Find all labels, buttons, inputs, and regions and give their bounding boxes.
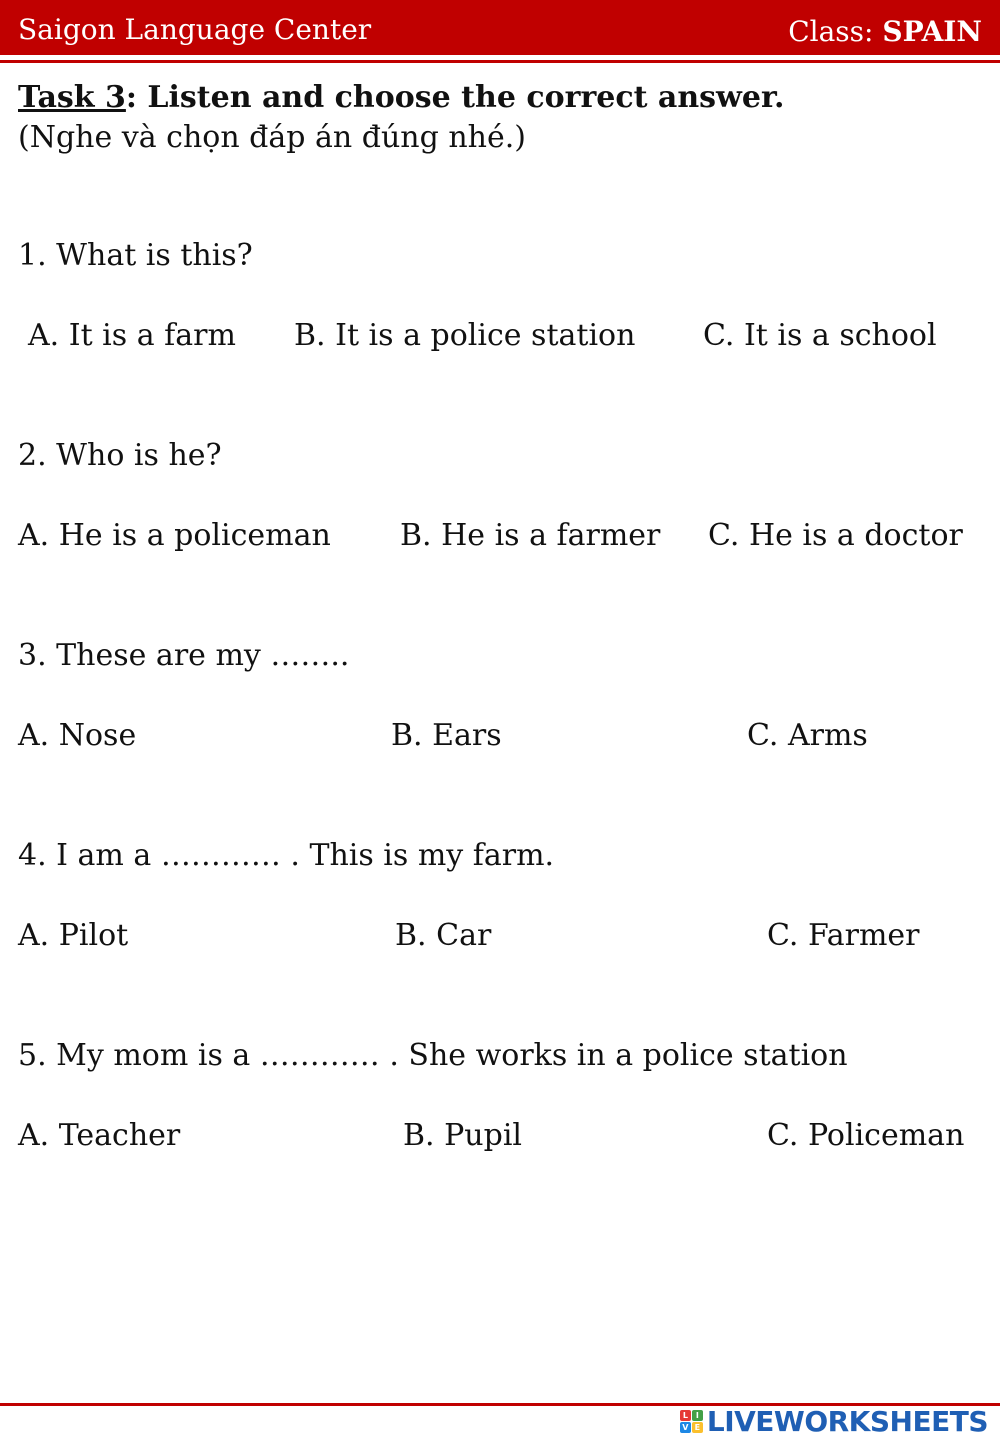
class-info — [788, 15, 982, 48]
logo-mark-letter: I — [692, 1410, 703, 1421]
logo-mark-icon — [680, 1410, 703, 1433]
question-3: 3. These are my …….. — [18, 638, 350, 673]
q2-option-c[interactable]: C. He is a doctor — [708, 518, 963, 553]
q3-option-a[interactable]: A. Nose — [18, 718, 137, 753]
task-instruction: : Listen and choose the correct answer. — [125, 80, 785, 115]
logo-mark-letter: L — [680, 1410, 691, 1421]
task-label: Task 3 — [18, 80, 126, 115]
task-subtitle: (Nghe và chọn đáp án đúng nhé.) — [18, 120, 526, 155]
q2-option-b[interactable]: B. He is a farmer — [400, 518, 661, 553]
q2-option-a[interactable]: A. He is a policeman — [18, 518, 331, 553]
q1-option-b[interactable]: B. It is a police station — [294, 318, 636, 353]
q4-option-b[interactable]: B. Car — [395, 918, 492, 953]
question-1: 1. What is this? — [18, 238, 253, 273]
header-bar — [0, 0, 1000, 55]
q4-option-a[interactable]: A. Pilot — [18, 918, 129, 953]
q4-option-c[interactable]: C. Farmer — [767, 918, 920, 953]
q1-option-a[interactable]: A. It is a farm — [28, 318, 236, 353]
question-4: 4. I am a ………… . This is my farm. — [18, 838, 555, 873]
q5-option-a[interactable]: A. Teacher — [18, 1118, 181, 1153]
center-name: Saigon Language Center — [18, 13, 372, 46]
q1-option-c[interactable]: C. It is a school — [703, 318, 937, 353]
question-2: 2. Who is he? — [18, 438, 222, 473]
question-5: 5. My mom is a ………… . She works in a police station — [18, 1038, 848, 1073]
q5-option-b[interactable]: B. Pupil — [403, 1118, 523, 1153]
q3-option-b[interactable]: B. Ears — [391, 718, 502, 753]
class-value: SPAIN — [882, 15, 982, 48]
logo-mark-letter: E — [692, 1422, 703, 1433]
q5-option-c[interactable]: C. Policeman — [767, 1118, 965, 1153]
class-label: Class: — [788, 15, 883, 48]
liveworksheets-logo — [680, 1406, 988, 1436]
logo-text: LIVEWORKSHEETS — [706, 1404, 988, 1438]
logo-mark-letter: V — [680, 1422, 691, 1433]
task-title — [18, 80, 784, 115]
q3-option-c[interactable]: C. Arms — [747, 718, 868, 753]
header-divider — [0, 60, 1000, 63]
